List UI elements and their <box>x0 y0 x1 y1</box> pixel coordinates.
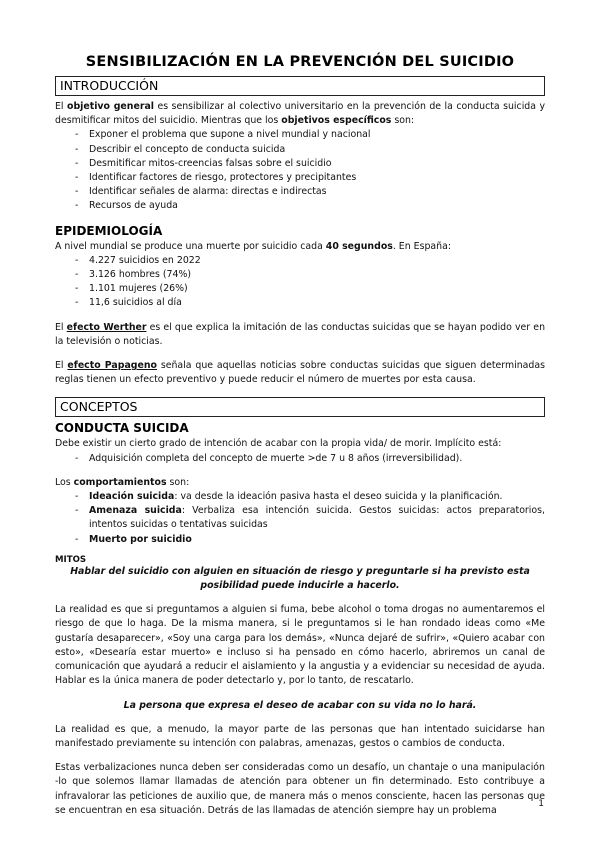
text-run: El <box>55 321 67 333</box>
section-heading-introduccion: INTRODUCCIÓN <box>55 76 545 96</box>
list-item-text: Identificar factores de riesgo, protectores y precipitantes <box>89 172 357 184</box>
conducta-paragraph: Debe existir un cierto grado de intención de acabar con la propia vida/ de morir. Implícito está: <box>55 438 502 450</box>
myth-reality-paragraph-1: La realidad es que si preguntamos a alguien si fuma, bebe alcohol o toma drogas no aumentaremos el riesgo de que lo haga. De la misma manera, si le preguntamos si le han rondado ideas como «Me gustaría desaparecer», «Soy una carga para los demás», «Nunca dejaré de sufrir», «Quiero acabar con esto», «Desearía estar muerto» e incluso si ha pensado en cómo hacerlo, abriremos un canal de comunicación que ayudará a reducir el aislamiento y la angustia y a evidenciar su necesidad de ayuda. Hablar es la única manera de poder detectarlo y, por lo tanto, de rescatarlo. <box>55 604 545 687</box>
text-run: es el que explica la imitación de las conductas suicidas que se hayan podido ver en la televisión o noticias. <box>55 321 546 347</box>
myth-quote-2: La persona que expresa el deseo de acabar con su vida no lo hará. <box>123 699 477 711</box>
list-item: - 4.227 suicidios en 2022 <box>75 254 201 266</box>
papageno-paragraph <box>55 359 545 387</box>
text-run: Los <box>55 476 74 488</box>
myth-quote-1: Hablar del suicidio con alguien en situación de riesgo y preguntarle si ha previsto esta posibilidad puede inducirle a hacerlo. <box>70 565 530 592</box>
list-item: - Describir el concepto de conducta suicida <box>75 143 286 155</box>
page-title: SENSIBILIZACIÓN EN LA PREVENCIÓN DEL SUICIDIO <box>85 54 515 70</box>
text-run: . En España: <box>392 240 451 252</box>
list-item: - 1.101 mujeres (26%) <box>75 283 188 295</box>
list-item: - Amenaza suicida: Verbaliza esa intención suicida. Gestos suicidas: actos preparatorios, intentos suicidas o tentativas suicidas <box>75 505 545 531</box>
list-item: - Identificar factores de riesgo, protectores y precipitantes <box>75 172 357 184</box>
list-item-text: Desmitificar mitos-creencias falsas sobre el suicidio <box>89 157 332 169</box>
list-item: - 11,6 suicidios al día <box>75 297 182 309</box>
text-run: son: <box>166 476 190 488</box>
list-item: - Muerto por suicidio <box>75 533 192 545</box>
efecto-papageno-term: efecto Papageno <box>67 360 157 372</box>
myth-reality-paragraph-2: La realidad es que, a menudo, la mayor parte de las personas que han intentado suicidarse han manifestado previamente su intención con palabras, amenazas, gestos o cambios de conducta. <box>55 723 545 749</box>
text-run: El <box>55 360 68 372</box>
text-run: A nivel mundial se produce una muerte por suicidio cada <box>55 240 326 252</box>
comportamientos-intro <box>55 476 545 490</box>
list-item: - Exponer el problema que supone a nivel mundial y nacional <box>75 129 371 141</box>
comportamientos-term: comportamientos <box>73 476 167 488</box>
list-item-text: : Verbaliza esa intención suicida. Gestos suicidas: actos preparatorios, intentos suicidas o tentativas suicidas <box>89 505 545 531</box>
espana-stats-list <box>75 254 545 311</box>
list-item-term: Ideación suicida <box>89 491 175 503</box>
list-item: - Identificar señales de alarma: directas e indirectas <box>75 186 327 198</box>
implicito-list <box>75 452 545 466</box>
document-page <box>55 54 545 818</box>
subheading-mitos: MITOS <box>55 554 87 565</box>
list-item: - Desmitificar mitos-creencias falsas sobre el suicidio <box>75 157 332 169</box>
text-run: son: <box>391 115 415 127</box>
list-item: - Ideación suicida: va desde la ideación pasiva hasta el deseo suicida y la planificación. <box>75 491 503 503</box>
werther-paragraph <box>55 321 545 349</box>
objetivos-especificos-label: objetivos específicos <box>281 115 392 127</box>
page-number: 1 <box>538 799 544 809</box>
list-item-text: 4.227 suicidios en 2022 <box>89 254 201 266</box>
objetivos-list <box>75 128 545 213</box>
list-item-text: 11,6 suicidios al día <box>89 297 182 309</box>
epidemio-paragraph <box>55 240 545 254</box>
list-item: - 3.126 hombres (74%) <box>75 269 192 281</box>
text-run: señala que aquellas noticias sobre conductas suicidas que siguen determinadas reglas tienen un efecto preventivo y puede reducir el número de muertes por esta causa. <box>55 360 545 386</box>
section-heading-epidemiologia: EPIDEMIOLOGÍA <box>55 223 163 238</box>
efecto-werther-term: efecto Werther <box>66 321 147 333</box>
comportamientos-list <box>75 490 545 547</box>
list-item-text: Identificar señales de alarma: directas e indirectas <box>89 186 327 198</box>
list-item-text: : va desde la ideación pasiva hasta el deseo suicida y la planificación. <box>174 491 503 503</box>
list-item-text: 3.126 hombres (74%) <box>89 269 192 281</box>
text-run: El <box>55 101 67 112</box>
section-heading-conceptos: CONCEPTOS <box>55 397 545 417</box>
objetivo-general-label: objetivo general <box>67 101 154 112</box>
list-item-text: Describir el concepto de conducta suicida <box>89 143 286 155</box>
list-item: - Adquisición completa del concepto de muerte >de 7 u 8 años (irreversibilidad). <box>75 452 463 464</box>
myth-reality-paragraph-3: Estas verbalizaciones nunca deben ser consideradas como un desafío, un chantaje o una manipulación -lo que solemos llamar llamadas de atención para obtener un fin determinado. Esto contribuye a infravalorar las peticiones de auxilio que, de manera más o menos consciente, hacen las personas que se encuentran en esa situación. Detrás de las llamadas de atención siempre hay un problema <box>55 762 545 816</box>
list-item-term: Amenaza suicida <box>89 505 182 517</box>
subheading-conducta-suicida: CONDUCTA SUICIDA <box>55 421 189 436</box>
list-item-text: Adquisición completa del concepto de muerte >de 7 u 8 años (irreversibilidad). <box>89 452 463 464</box>
highlight-40-segundos: 40 segundos <box>325 240 393 252</box>
list-item-text: Exponer el problema que supone a nivel mundial y nacional <box>89 129 371 141</box>
list-item: - Recursos de ayuda <box>75 200 178 212</box>
intro-paragraph <box>55 100 545 128</box>
text-run: es sensibilizar al colectivo universitario en la prevención de la conducta suicida y desmitificar mitos del suicidio. Mientras que los <box>55 101 546 127</box>
list-item-term: Muerto por suicidio <box>89 533 192 545</box>
list-item-text: Recursos de ayuda <box>89 200 178 212</box>
list-item-text: 1.101 mujeres (26%) <box>89 283 188 295</box>
